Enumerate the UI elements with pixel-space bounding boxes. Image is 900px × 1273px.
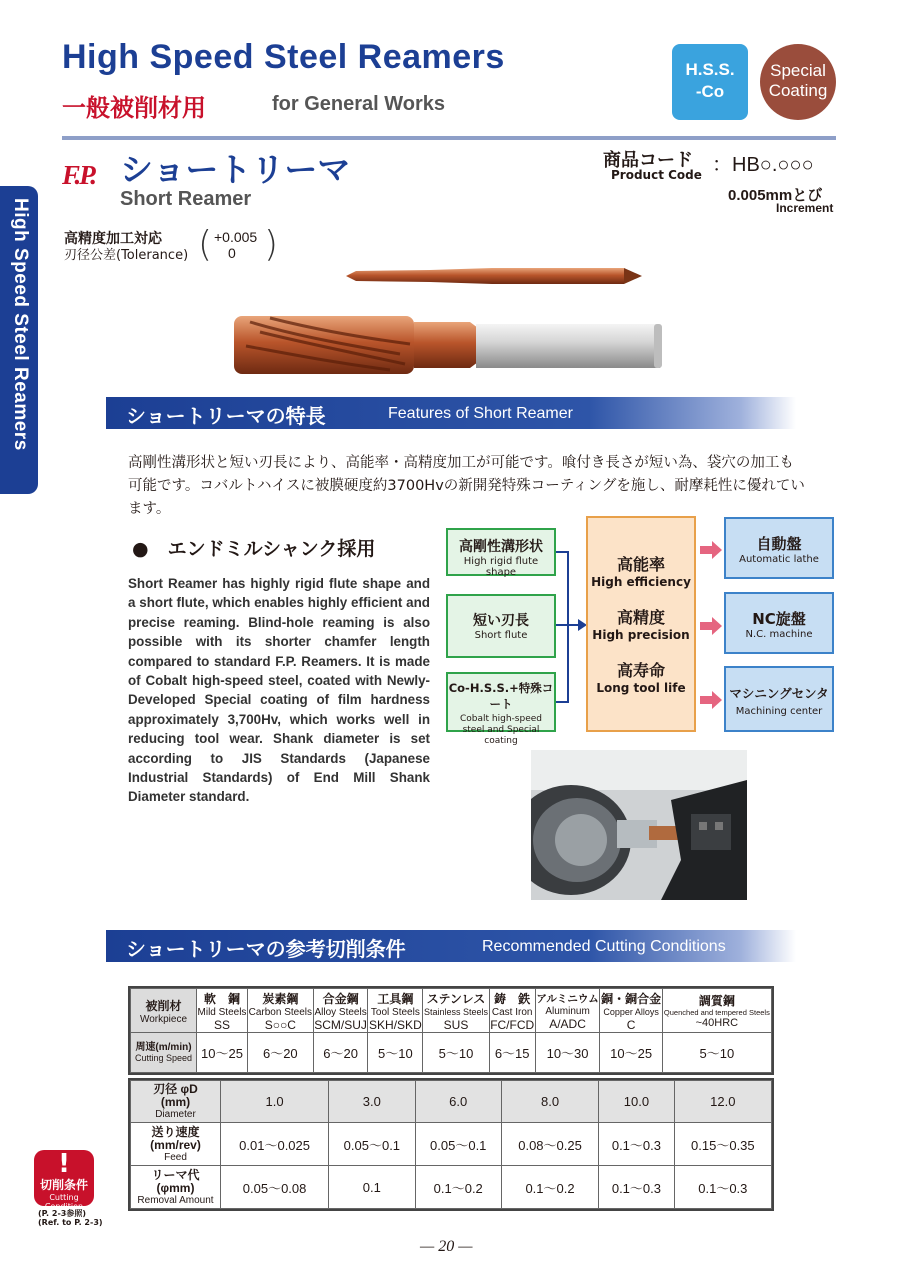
exclamation-icon: ! — [58, 1149, 70, 1179]
removal-cell: 0.1 — [329, 1166, 415, 1209]
feed-cell: 0.15～0.35 — [674, 1123, 771, 1166]
material-cell: 工具鋼 Tool Steels SKH/SKD — [368, 989, 423, 1033]
machine-box-automatic-lathe: 自動盤 Automatic lathe — [724, 517, 834, 579]
tolerance-lower: 0 — [228, 245, 236, 261]
benefit-arrows — [698, 536, 724, 726]
workpiece-label: 被削材 Workpiece — [131, 989, 197, 1033]
tolerance-close-paren: ) — [264, 224, 279, 265]
tolerance-label-jp: 高精度加工対応 — [64, 231, 162, 247]
input-box-cobalt-coating: Co-H.S.S.+特殊コート Cobalt high-speed steel and Special coating — [446, 672, 556, 732]
features-paragraph-jp: 高剛性溝形状と短い刃長により、高能率・高精度加工が可能です。喰付き長さが短い為、袋穴の加工も可能です。コバルトハイスに被膜硬度約3700Hvの新開発特殊コーティングを施し、耐摩耗性に優れています。 — [128, 455, 805, 517]
material-cell: 調質鋼 Quenched and tempered Steels ~40HRC — [662, 989, 771, 1033]
machining-photo-illustration — [531, 750, 747, 900]
speed-label: 周速(m/min) Cutting Speed — [131, 1033, 197, 1073]
small-reamer — [346, 268, 642, 284]
removal-cell: 0.1～0.2 — [415, 1166, 501, 1209]
benefit-high-efficiency: 高能率 High efficiency — [591, 555, 691, 589]
diameter-label: 刃径 φD (mm) Diameter — [131, 1081, 221, 1123]
table-row — [131, 1123, 772, 1166]
side-tab[interactable] — [0, 186, 38, 494]
speed-cell: 10～30 — [535, 1033, 600, 1073]
diameter-cell: 3.0 — [329, 1081, 415, 1123]
table-row — [131, 1033, 772, 1073]
feed-cell: 0.05～0.1 — [329, 1123, 415, 1166]
feed-cell: 0.01～0.025 — [221, 1123, 329, 1166]
cutting-ref-en: (Ref. to P. 2-3) — [38, 1218, 103, 1227]
machine-box-machining-center: マシニングセンタ Machining center — [724, 666, 834, 732]
material-cell: 鋳 鉄 Cast Iron FC/FCD — [489, 989, 535, 1033]
benefits-box — [586, 516, 696, 732]
feed-cell: 0.08～0.25 — [501, 1123, 598, 1166]
cutting-ref-jp: (P. 2-3参照) — [38, 1209, 86, 1218]
speed-cell: 6～15 — [489, 1033, 535, 1073]
header-divider — [62, 136, 836, 140]
input-box-short-flute: 短い刃長 Short flute — [446, 594, 556, 658]
speed-cell: 6～20 — [313, 1033, 368, 1073]
tolerance-label-en: 刃径公差(Tolerance) — [64, 248, 189, 263]
cutting-title-en: Recommended Cutting Conditions — [482, 938, 726, 955]
side-tab-label: High Speed Steel Reamers — [10, 198, 31, 451]
cutting-section-bar — [106, 930, 796, 962]
cutting-title-jp: ショートリーマの参考切削条件 — [126, 937, 406, 961]
features-paragraph-en: Short Reamer has highly rigid flute shape and a short flute, which enables highly efficient and precise reaming. Blind-hole reaming is also possible with its shorter chamfer length compared to standard F.P. Reamers. It is made of Cobalt high-speed steel, coated with Newly-Developed Special coating of film hardness approximately 3,700Hv, which works well in reducing tool wear. Shank diameter is set according to JIS Standards (Japanese Industrial Standards) of End Mill Shank Diameter standard. — [128, 576, 430, 805]
benefit-long-tool-life: 高寿命 Long tool life — [596, 661, 686, 695]
features-title-en: Features of Short Reamer — [388, 405, 573, 422]
product-code-value: ：HB○.○○○ — [712, 154, 814, 176]
arrow-icon — [700, 541, 722, 709]
features-title-jp: ショートリーマの特長 — [126, 404, 326, 428]
feed-cell: 0.1～0.3 — [599, 1123, 675, 1166]
diagram-connector — [556, 540, 588, 710]
material-cell: 軟 鋼 Mild Steels SS — [197, 989, 248, 1033]
product-name-jp: ショートリーマ — [120, 150, 351, 189]
speed-cell: 10～25 — [197, 1033, 248, 1073]
feed-label: 送り速度 (mm/rev) Feed — [131, 1123, 221, 1166]
diameter-cell: 1.0 — [221, 1081, 329, 1123]
removal-cell: 0.1～0.3 — [599, 1166, 675, 1209]
material-cell: アルミニウム Aluminum A/ADC — [535, 989, 600, 1033]
tolerance-open-paren: ( — [198, 224, 213, 265]
machining-photo — [531, 750, 747, 900]
page-number: — 20 — — [420, 1238, 473, 1255]
removal-cell: 0.05～0.08 — [221, 1166, 329, 1209]
endmill-shank-bullet: ● エンドミルシャンク採用 — [132, 538, 376, 560]
table-row — [131, 989, 772, 1033]
main-title: High Speed Steel Reamers — [62, 38, 505, 76]
diameter-cell: 12.0 — [674, 1081, 771, 1123]
removal-cell: 0.1～0.2 — [501, 1166, 598, 1209]
speed-cell: 5～10 — [368, 1033, 423, 1073]
material-cell: 銅・銅合金 Copper Alloys C — [600, 989, 662, 1033]
material-cell: ステンレス Stainless Steels SUS — [423, 989, 489, 1033]
diameter-cell: 6.0 — [415, 1081, 501, 1123]
feed-removal-table — [128, 1078, 774, 1211]
removal-label: リーマ代 (φmm) Removal Amount — [131, 1166, 221, 1209]
subtitle-jp: 一般被削材用 — [62, 94, 206, 122]
product-name-en: Short Reamer — [120, 188, 252, 210]
product-code-label-en: Product Code — [611, 168, 702, 182]
removal-cell: 0.1～0.3 — [674, 1166, 771, 1209]
diameter-cell: 8.0 — [501, 1081, 598, 1123]
hss-co-badge: H.S.S. -Co — [672, 44, 748, 120]
input-box-rigid-flute: 高剛性溝形状 High rigid flute shape — [446, 528, 556, 576]
special-coating-badge: Special Coating — [760, 44, 836, 120]
reamer-product-image — [230, 258, 670, 388]
material-cell: 炭素鋼 Carbon Steels S○○C — [247, 989, 313, 1033]
large-reamer — [234, 316, 662, 374]
machine-box-nc-machine: NC旋盤 N.C. machine — [724, 592, 834, 654]
increment-jp: 0.005mmとび — [728, 187, 823, 204]
benefit-high-precision: 高精度 High precision — [592, 608, 690, 642]
fp-logo: F.P. — [62, 160, 96, 190]
diameter-cell: 10.0 — [599, 1081, 675, 1123]
product-code-label-jp: 商品コード — [603, 150, 693, 171]
features-section-bar — [106, 397, 796, 429]
speed-cell: 5～10 — [662, 1033, 771, 1073]
material-cell: 合金鋼 Alloy Steels SCM/SUJ — [313, 989, 368, 1033]
speed-cell: 10～25 — [600, 1033, 662, 1073]
table-row — [131, 1081, 772, 1123]
subtitle-en: for General Works — [272, 93, 446, 115]
cutting-speed-table — [128, 986, 774, 1075]
increment-en: Increment — [776, 201, 834, 215]
feed-cell: 0.05～0.1 — [415, 1123, 501, 1166]
table-row — [131, 1166, 772, 1209]
speed-cell: 6～20 — [247, 1033, 313, 1073]
tolerance-upper: +0.005 — [214, 229, 258, 245]
speed-cell: 5～10 — [423, 1033, 489, 1073]
cutting-condition-badge[interactable]: ! 切削条件 Cutting Condition — [34, 1150, 94, 1206]
